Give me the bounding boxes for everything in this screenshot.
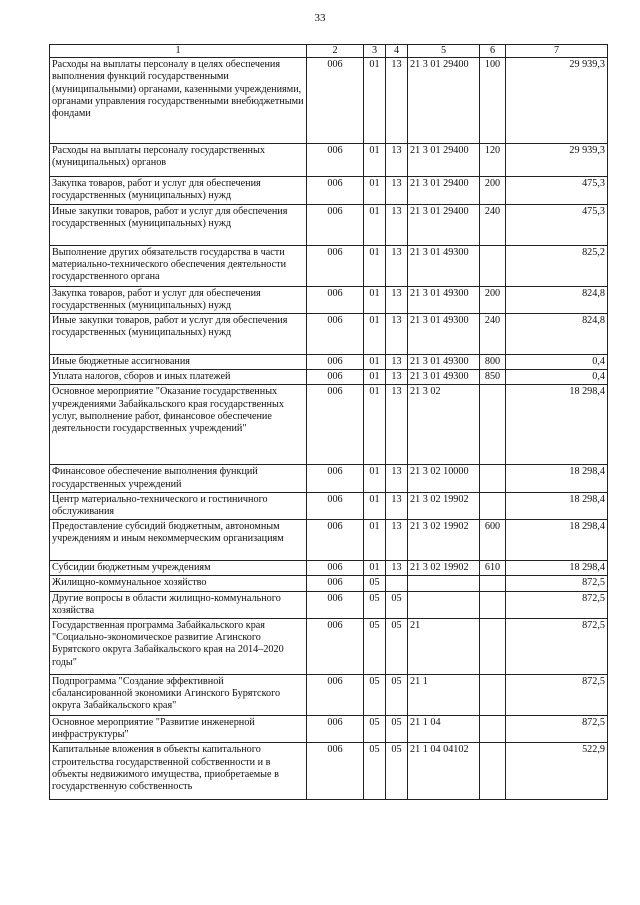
row-subsection: 13 [386, 561, 408, 576]
row-section: 01 [364, 58, 386, 144]
page-number: 33 [314, 12, 326, 24]
header-cell: 5 [408, 45, 480, 58]
table-row [50, 286, 608, 313]
row-grbs: 006 [307, 245, 364, 286]
table-row [50, 492, 608, 519]
row-subsection: 05 [386, 716, 408, 743]
row-name: Основное мероприятие "Развитие инженерной инфраструктуры" [50, 716, 307, 743]
row-grbs: 006 [307, 204, 364, 245]
row-subsection: 13 [386, 520, 408, 561]
row-name: Финансовое обеспечение выполнения функций государственных учреждений [50, 465, 307, 492]
row-section: 01 [364, 245, 386, 286]
row-subsection: 13 [386, 385, 408, 465]
row-name: Закупка товаров, работ и услуг для обеспечения государственных (муниципальных) нужд [50, 286, 307, 313]
row-expense-type [480, 465, 506, 492]
table-row [50, 576, 608, 591]
row-target-code: 21 3 01 49300 [408, 314, 480, 355]
row-grbs: 006 [307, 355, 364, 370]
row-name: Субсидии бюджетным учреждениям [50, 561, 307, 576]
row-expense-type: 600 [480, 520, 506, 561]
header-cell: 3 [364, 45, 386, 58]
table-row [50, 370, 608, 385]
row-expense-type: 100 [480, 58, 506, 144]
row-expense-type: 200 [480, 177, 506, 204]
row-target-code: 21 3 01 29400 [408, 144, 480, 177]
row-target-code: 21 3 01 49300 [408, 370, 480, 385]
table-row [50, 675, 608, 716]
row-amount: 522,9 [506, 743, 608, 800]
row-expense-type: 610 [480, 561, 506, 576]
header-cell: 4 [386, 45, 408, 58]
table-row [50, 520, 608, 561]
row-section: 05 [364, 576, 386, 591]
row-name: Расходы на выплаты персоналу государственных (муниципальных) органов [50, 144, 307, 177]
row-subsection: 13 [386, 314, 408, 355]
row-target-code: 21 [408, 619, 480, 675]
row-target-code: 21 3 02 10000 [408, 465, 480, 492]
row-grbs: 006 [307, 465, 364, 492]
row-grbs: 006 [307, 675, 364, 716]
row-name: Основное мероприятие "Оказание государственных учреждениями Забайкальского края государственных услуг, выполнение работ, финансовое обеспечение деятельности государственных учреждений" [50, 385, 307, 465]
row-grbs: 006 [307, 58, 364, 144]
row-grbs: 006 [307, 591, 364, 618]
row-section: 01 [364, 144, 386, 177]
table-row [50, 591, 608, 618]
row-name: Уплата налогов, сборов и иных платежей [50, 370, 307, 385]
table-row [50, 385, 608, 465]
row-name: Центр материально-технического и гостиничного обслуживания [50, 492, 307, 519]
row-target-code: 21 3 01 49300 [408, 286, 480, 313]
row-subsection: 13 [386, 492, 408, 519]
row-subsection: 13 [386, 204, 408, 245]
row-grbs: 006 [307, 314, 364, 355]
row-subsection: 13 [386, 286, 408, 313]
row-section: 01 [364, 465, 386, 492]
row-subsection: 13 [386, 355, 408, 370]
row-section: 05 [364, 619, 386, 675]
row-subsection: 13 [386, 58, 408, 144]
table-row [50, 561, 608, 576]
row-expense-type [480, 576, 506, 591]
row-grbs: 006 [307, 576, 364, 591]
row-amount: 18 298,4 [506, 465, 608, 492]
row-subsection: 05 [386, 743, 408, 800]
row-name: Иные закупки товаров, работ и услуг для обеспечения государственных (муниципальных) нужд [50, 204, 307, 245]
row-expense-type [480, 492, 506, 519]
row-section: 01 [364, 286, 386, 313]
row-grbs: 006 [307, 370, 364, 385]
row-grbs: 006 [307, 177, 364, 204]
row-grbs: 006 [307, 743, 364, 800]
row-name: Иные бюджетные ассигнования [50, 355, 307, 370]
row-name: Жилищно-коммунальное хозяйство [50, 576, 307, 591]
table-row [50, 58, 608, 144]
row-target-code: 21 3 02 19902 [408, 520, 480, 561]
row-name: Выполнение других обязательств государства в части материально-технического обеспечения деятельности государственного органа [50, 245, 307, 286]
row-expense-type: 200 [480, 286, 506, 313]
row-target-code: 21 3 01 29400 [408, 177, 480, 204]
row-expense-type: 800 [480, 355, 506, 370]
header-cell: 1 [50, 45, 307, 58]
row-expense-type: 850 [480, 370, 506, 385]
row-target-code: 21 3 02 19902 [408, 492, 480, 519]
row-section: 01 [364, 204, 386, 245]
row-amount: 0,4 [506, 370, 608, 385]
row-expense-type: 240 [480, 204, 506, 245]
row-section: 01 [364, 355, 386, 370]
table-row [50, 314, 608, 355]
row-section: 05 [364, 675, 386, 716]
row-name: Подпрограмма "Создание эффективной сбалансированной экономики Агинского Бурятского округа Забайкальского края" [50, 675, 307, 716]
row-amount: 29 939,3 [506, 58, 608, 144]
row-amount: 18 298,4 [506, 492, 608, 519]
table-row [50, 716, 608, 743]
row-name: Закупка товаров, работ и услуг для обеспечения государственных (муниципальных) нужд [50, 177, 307, 204]
row-amount: 872,5 [506, 619, 608, 675]
row-subsection [386, 576, 408, 591]
row-target-code: 21 3 01 29400 [408, 204, 480, 245]
row-section: 05 [364, 716, 386, 743]
row-target-code [408, 591, 480, 618]
row-name: Предоставление субсидий бюджетным, автономным учреждениям и иным некоммерческим организациям [50, 520, 307, 561]
row-name: Государственная программа Забайкальского края "Социально-экономическое развитие Агинского Бурятского округа Забайкальского края на 2014–2020 годы" [50, 619, 307, 675]
row-grbs: 006 [307, 619, 364, 675]
row-expense-type [480, 385, 506, 465]
table-row [50, 619, 608, 675]
row-section: 01 [364, 520, 386, 561]
header-cell: 7 [506, 45, 608, 58]
row-subsection: 13 [386, 370, 408, 385]
row-subsection: 13 [386, 144, 408, 177]
row-grbs: 006 [307, 561, 364, 576]
row-grbs: 006 [307, 716, 364, 743]
row-amount: 475,3 [506, 177, 608, 204]
row-section: 05 [364, 591, 386, 618]
row-target-code: 21 1 04 04102 [408, 743, 480, 800]
row-amount: 18 298,4 [506, 385, 608, 465]
row-expense-type: 120 [480, 144, 506, 177]
header-cell: 6 [480, 45, 506, 58]
row-name: Другие вопросы в области жилищно-коммунального хозяйства [50, 591, 307, 618]
row-subsection: 13 [386, 465, 408, 492]
row-amount: 825,2 [506, 245, 608, 286]
row-section: 01 [364, 492, 386, 519]
table-row [50, 465, 608, 492]
row-amount: 475,3 [506, 204, 608, 245]
row-expense-type [480, 245, 506, 286]
table-row [50, 144, 608, 177]
row-target-code: 21 3 01 49300 [408, 355, 480, 370]
row-subsection: 13 [386, 245, 408, 286]
row-grbs: 006 [307, 144, 364, 177]
table-row [50, 177, 608, 204]
row-section: 05 [364, 743, 386, 800]
row-target-code [408, 576, 480, 591]
row-target-code: 21 1 04 [408, 716, 480, 743]
row-subsection: 13 [386, 177, 408, 204]
row-amount: 824,8 [506, 286, 608, 313]
budget-table [49, 44, 608, 800]
row-target-code: 21 1 [408, 675, 480, 716]
row-amount: 824,8 [506, 314, 608, 355]
header-cell: 2 [307, 45, 364, 58]
row-grbs: 006 [307, 385, 364, 465]
row-expense-type: 240 [480, 314, 506, 355]
row-amount: 18 298,4 [506, 561, 608, 576]
header-row [50, 45, 608, 58]
row-grbs: 006 [307, 286, 364, 313]
table-row [50, 743, 608, 800]
row-section: 01 [364, 370, 386, 385]
row-section: 01 [364, 385, 386, 465]
row-expense-type [480, 619, 506, 675]
row-expense-type [480, 675, 506, 716]
row-target-code: 21 3 01 49300 [408, 245, 480, 286]
row-section: 01 [364, 314, 386, 355]
row-amount: 872,5 [506, 591, 608, 618]
table-row [50, 245, 608, 286]
row-subsection: 05 [386, 591, 408, 618]
row-subsection: 05 [386, 675, 408, 716]
table-row [50, 204, 608, 245]
row-grbs: 006 [307, 492, 364, 519]
row-target-code: 21 3 02 [408, 385, 480, 465]
row-target-code: 21 3 01 29400 [408, 58, 480, 144]
row-subsection: 05 [386, 619, 408, 675]
row-section: 01 [364, 177, 386, 204]
row-target-code: 21 3 02 19902 [408, 561, 480, 576]
row-amount: 18 298,4 [506, 520, 608, 561]
row-amount: 872,5 [506, 716, 608, 743]
row-section: 01 [364, 561, 386, 576]
table-row [50, 355, 608, 370]
row-amount: 29 939,3 [506, 144, 608, 177]
row-name: Иные закупки товаров, работ и услуг для обеспечения государственных (муниципальных) нужд [50, 314, 307, 355]
row-expense-type [480, 743, 506, 800]
row-amount: 0,4 [506, 355, 608, 370]
row-expense-type [480, 591, 506, 618]
row-name: Расходы на выплаты персоналу в целях обеспечения выполнения функций государственными (муниципальными) органами, казенными учреждениями, органами управления государственными внебюджетными фондами [50, 58, 307, 144]
row-amount: 872,5 [506, 576, 608, 591]
row-name: Капитальные вложения в объекты капитального строительства государственной собственности и в объекты недвижимого имущества, приобретаемые в государственную собственность [50, 743, 307, 800]
row-expense-type [480, 716, 506, 743]
row-grbs: 006 [307, 520, 364, 561]
row-amount: 872,5 [506, 675, 608, 716]
